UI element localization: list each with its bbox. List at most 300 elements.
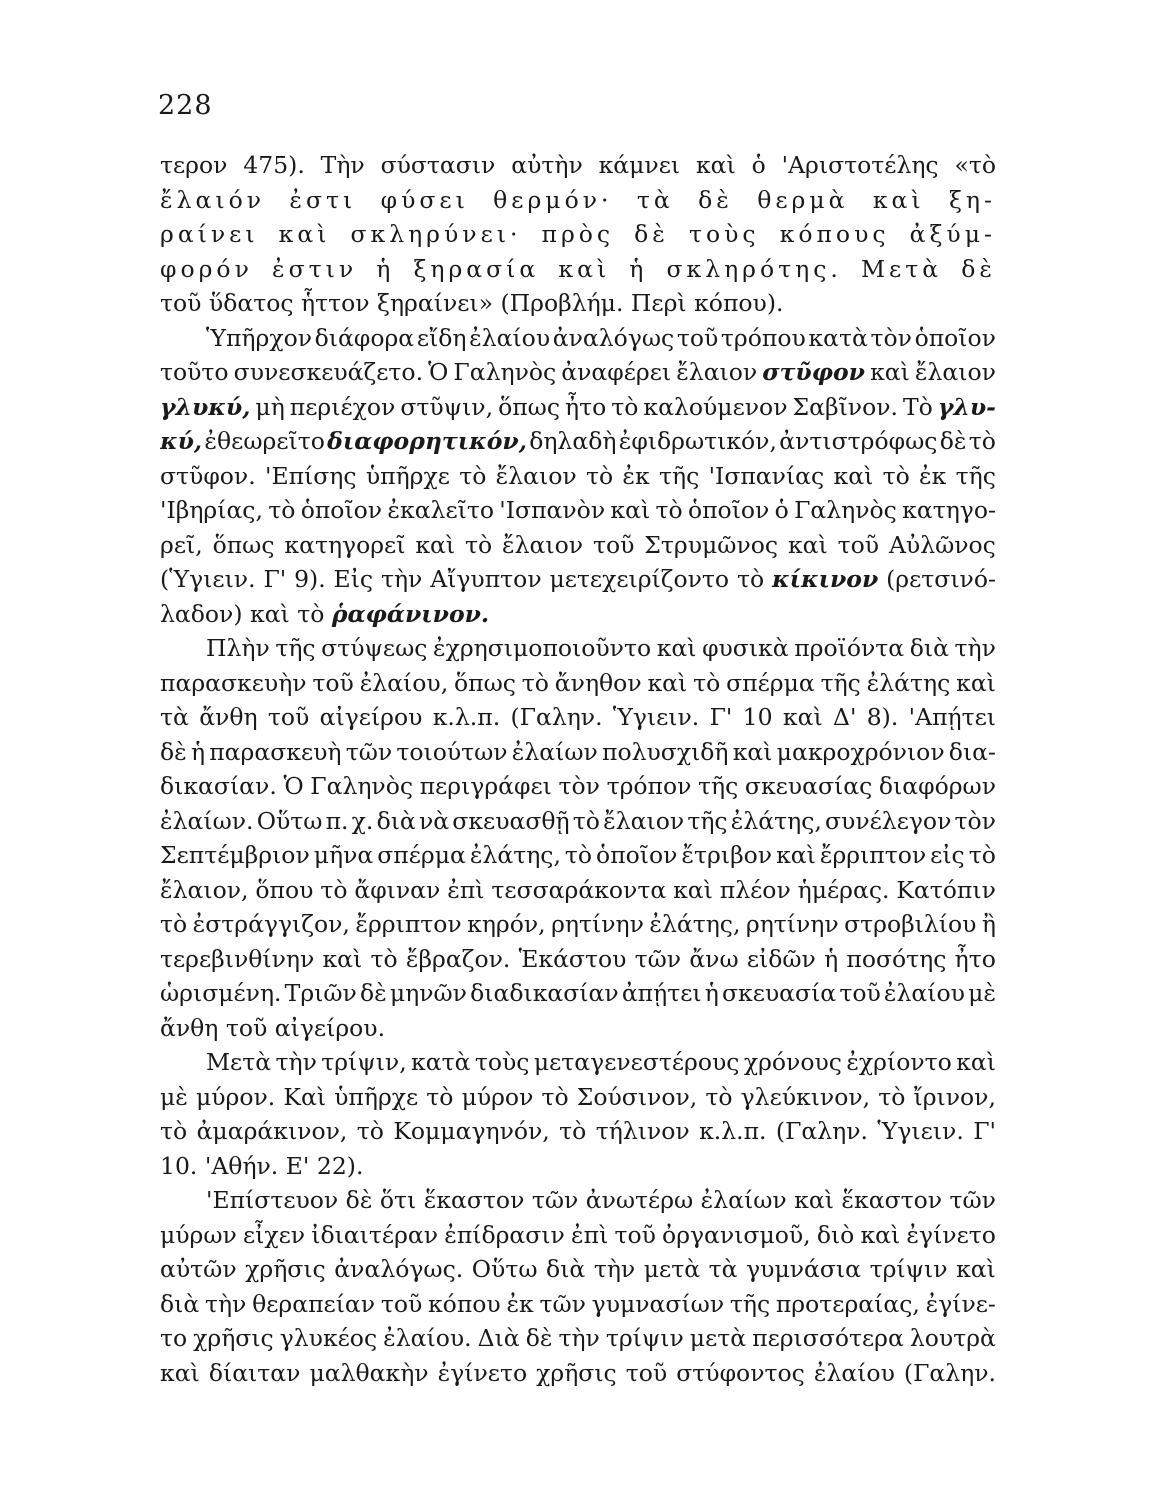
word: γυμνασίων xyxy=(591,1289,725,1318)
word: 8). xyxy=(866,703,899,731)
word: ὁποῖον xyxy=(300,496,383,524)
text-line xyxy=(160,390,996,425)
text-line xyxy=(160,528,996,563)
word: τοῦ xyxy=(592,530,635,559)
word: πλέον xyxy=(719,875,791,904)
word: ἡμέρας. xyxy=(797,875,890,904)
word: τὴν xyxy=(558,1324,600,1352)
word: διὸ xyxy=(816,1220,855,1249)
word: τὸ xyxy=(320,875,348,904)
word: αἰγείρου xyxy=(319,703,423,731)
word: δικασίαν. xyxy=(160,772,277,800)
text-line xyxy=(160,1252,996,1287)
word: καὶ xyxy=(610,496,651,524)
word: Ὑγιειν. xyxy=(877,1117,964,1145)
page-number: 228 xyxy=(158,90,213,121)
word: καὶ xyxy=(872,185,925,214)
word: τῶν xyxy=(345,737,393,766)
word: αὐτὴν xyxy=(511,151,583,179)
word: κατὰ xyxy=(411,1048,471,1076)
text-line xyxy=(160,1114,996,1149)
word: τὸ xyxy=(426,1082,454,1111)
text-line xyxy=(160,562,996,597)
word: Γ' xyxy=(973,1117,996,1145)
word: καὶ xyxy=(782,703,823,731)
word: διαφόρων xyxy=(878,772,996,800)
emphasized-term: γλυ- xyxy=(937,392,996,421)
word: ἄνω xyxy=(689,944,739,973)
word: τὸ xyxy=(465,530,493,559)
word: χρῆσις xyxy=(536,1358,617,1387)
word: τερεβινθίνην xyxy=(160,944,315,973)
text-line xyxy=(160,838,996,873)
emphasized-term: γλυκύ, xyxy=(160,392,251,421)
word: μὴ xyxy=(255,392,285,421)
word: τὰ xyxy=(636,185,674,214)
word: ὅπου xyxy=(255,875,314,904)
word: Γαληνὸς xyxy=(453,358,557,386)
word: ποσότης xyxy=(846,944,947,973)
word: ὁ xyxy=(751,151,766,179)
word: τὸ xyxy=(736,565,765,593)
word: ὕδατος xyxy=(208,289,294,317)
word: 475). xyxy=(243,151,305,179)
word: Πλὴν xyxy=(206,634,270,662)
text-line xyxy=(160,942,996,977)
word: Περὶ xyxy=(630,289,687,317)
word: μὲ xyxy=(968,979,996,1007)
word: ἐλάτης, xyxy=(469,841,561,869)
word: ὑπῆρχε xyxy=(365,461,450,490)
text-line xyxy=(160,1080,996,1115)
word: Μετὰ xyxy=(206,1048,272,1076)
text-line xyxy=(160,321,996,356)
word: ἀντιστρόφως xyxy=(779,427,938,455)
text-line xyxy=(160,907,996,942)
word: δὲ xyxy=(939,427,967,455)
word: κατηγορεῖ xyxy=(284,530,406,559)
word: Στρυμῶνος xyxy=(644,530,779,559)
word: καὶ xyxy=(673,875,713,904)
word: στῦφον. xyxy=(160,461,256,490)
word: ἔρριπτον xyxy=(355,910,462,938)
word: στύφοντος xyxy=(676,1358,805,1387)
word: ἧττον xyxy=(301,289,370,317)
word: ἐλαίου, xyxy=(359,668,449,697)
word: γυμνάσια xyxy=(746,1255,861,1283)
word: καὶ xyxy=(278,220,331,248)
word: 'Αριστοτέλης xyxy=(781,151,939,179)
word: συνέλεγον xyxy=(825,806,952,835)
word: ἰδιαιτέραν xyxy=(311,1220,439,1249)
word: κόπους xyxy=(779,220,890,248)
word: ὑπῆρχε xyxy=(334,1082,419,1111)
word: σκληρότης. xyxy=(666,254,842,283)
word: χ. xyxy=(351,806,374,835)
word: ἦτο xyxy=(565,392,607,421)
word: τὸ xyxy=(559,1117,587,1145)
word: σκληρύνει· xyxy=(350,220,522,248)
word: προτεραίας, xyxy=(775,1289,920,1318)
word: ὡρισμένη. xyxy=(160,979,282,1007)
word: χρόνους xyxy=(743,1048,842,1076)
word: τοῦ xyxy=(625,1358,668,1387)
word: καὶ xyxy=(794,1186,834,1214)
word: Ε' xyxy=(285,1151,310,1180)
word: τὸ xyxy=(370,944,398,973)
word: τοῦτο xyxy=(160,358,229,386)
word: ἡ xyxy=(376,254,395,283)
word: καὶ xyxy=(833,461,874,490)
word: καὶ xyxy=(860,1220,901,1249)
text-line xyxy=(160,597,996,632)
word: μαλθακὴν xyxy=(309,1358,429,1387)
word: τὴν xyxy=(954,634,996,662)
word: συνεσκευάζετο. xyxy=(233,358,424,386)
text-line xyxy=(160,976,996,1011)
word: φύσει xyxy=(380,185,469,214)
word: ὅπως xyxy=(498,392,560,421)
word: ἔλαιον xyxy=(676,358,758,386)
word: τῆς xyxy=(729,1289,771,1318)
word: ξηρασία xyxy=(413,254,540,283)
word: Τὸ xyxy=(903,392,933,421)
word: καὶ xyxy=(160,1358,200,1387)
word: τὴν xyxy=(593,1255,636,1283)
word: καὶ xyxy=(732,737,773,766)
word: ἔλαιον xyxy=(502,530,584,559)
word: Αἴγυπτον xyxy=(430,565,542,593)
word: τῶν xyxy=(539,1289,586,1318)
word: (Ὑγιειν. xyxy=(160,565,256,593)
word: τερον xyxy=(160,151,228,179)
word: μετὰ xyxy=(689,1324,747,1352)
word: ἐστράγγιζον, xyxy=(192,910,350,938)
word: ἐθεωρεῖτο xyxy=(204,427,325,455)
text-line xyxy=(160,769,996,804)
text-line xyxy=(160,804,996,839)
word: ἐκ xyxy=(622,461,650,490)
word: χρῆσις xyxy=(245,1255,326,1283)
word: ἐλαίου. xyxy=(383,1324,472,1352)
word: δὲ xyxy=(525,1324,553,1352)
word: μετεχειρίζοντο xyxy=(549,565,730,593)
word: ἐκ xyxy=(506,1289,534,1318)
word: Διὰ xyxy=(477,1324,520,1352)
word: ἢ xyxy=(981,910,996,938)
word: ἀνωτέρω xyxy=(585,1186,694,1214)
word: τὸ xyxy=(297,599,325,628)
word: ἡ xyxy=(190,737,206,766)
text-line xyxy=(160,459,996,494)
word: τὸν xyxy=(954,806,996,835)
word: ἐπὶ xyxy=(447,875,485,904)
word: τὰ xyxy=(160,703,189,731)
word: (Γαλην. xyxy=(775,1117,868,1145)
word: κ.λ.π. xyxy=(432,703,501,731)
text-line xyxy=(160,1321,996,1356)
word: θερμόν· xyxy=(493,185,613,214)
word: Γ' xyxy=(263,565,287,593)
word: ἐπὶ xyxy=(571,1220,609,1249)
word: δὲ xyxy=(359,979,387,1007)
word: Ὑγιειν. xyxy=(612,703,700,731)
text-line xyxy=(160,1011,996,1046)
word: 9). xyxy=(294,565,326,593)
text-line xyxy=(160,700,996,735)
text-line xyxy=(160,1218,996,1253)
word: 'Επίστευον xyxy=(206,1186,339,1214)
text-line xyxy=(160,1045,996,1080)
word: τὴν xyxy=(380,565,423,593)
word: καὶ xyxy=(695,151,736,179)
word: ξηραίνει» xyxy=(377,289,494,317)
body-text xyxy=(160,148,996,1390)
word: τῆς xyxy=(659,461,700,490)
word: τρίψιν, xyxy=(321,1048,407,1076)
word: τὸ xyxy=(882,461,910,490)
word: 'Επίσης xyxy=(264,461,357,490)
word: ὁ xyxy=(774,496,789,524)
word: τὸ xyxy=(878,1082,906,1111)
word: πρὸς xyxy=(541,220,615,248)
word: τοῦ xyxy=(267,703,310,731)
word: τοιούτων xyxy=(396,737,508,766)
word: τεσσαράκοντα xyxy=(491,875,667,904)
word: ὁποῖον xyxy=(914,323,996,352)
word: τοῦ xyxy=(312,668,354,697)
text-line xyxy=(160,666,996,701)
text-line xyxy=(160,148,996,183)
text-line xyxy=(160,355,996,390)
text-line xyxy=(160,1287,996,1322)
word: καὶ xyxy=(250,599,290,628)
word: ἔλαιον xyxy=(914,358,996,386)
word: τὸ xyxy=(521,668,549,697)
word: τὸ xyxy=(968,427,996,455)
word: ἦτο xyxy=(954,944,996,973)
word: τῶν xyxy=(531,1186,579,1214)
word: τὰ xyxy=(708,1255,738,1283)
emphasized-term: κίκινον xyxy=(772,565,879,593)
word: Σούσινον, xyxy=(576,1082,698,1111)
word: καὶ xyxy=(647,668,688,697)
word: ἐστιν xyxy=(271,254,358,283)
text-line xyxy=(160,183,996,218)
word: (ρετσινό- xyxy=(886,565,996,593)
word: ἐλάτης xyxy=(866,668,951,697)
word: ἡ xyxy=(629,254,648,283)
word: τῆς xyxy=(820,668,861,697)
word: περιγράφει xyxy=(419,772,552,800)
word: τῆς xyxy=(687,806,728,835)
word: ἐφιδρωτικόν, xyxy=(618,427,777,455)
word: δίαιταν xyxy=(208,1358,301,1387)
word: τρίψιν xyxy=(605,1324,684,1352)
text-line xyxy=(160,493,996,528)
word: ἀναφέρει xyxy=(561,358,672,386)
word: μακροχρόνιον xyxy=(776,737,945,766)
word: τοὺς xyxy=(474,1048,530,1076)
word: δηλαδὴ xyxy=(529,427,617,455)
word: φορόν xyxy=(160,254,253,283)
text-line xyxy=(160,873,996,908)
word: τὸ xyxy=(268,496,296,524)
word: εἰς xyxy=(930,841,965,869)
word: ἔλαιόν xyxy=(160,185,266,214)
word: κάμνει xyxy=(598,151,681,179)
word: Ὁ xyxy=(283,772,304,800)
word: μύρων xyxy=(160,1220,237,1249)
word: διάφορα xyxy=(314,323,415,352)
word: τῆς xyxy=(955,461,996,490)
word: ἐχρησιμοποιοῦντο xyxy=(433,634,652,662)
word: τρόπου xyxy=(720,323,806,352)
word: τοῦ xyxy=(839,979,881,1007)
word: κ.λ.π. xyxy=(699,1117,767,1145)
word: ρεῖ, xyxy=(160,530,203,559)
word: τῶν xyxy=(634,944,682,973)
word: καὶ xyxy=(415,530,456,559)
word: τὸ xyxy=(585,461,614,490)
word: μεταγενεστέρους xyxy=(533,1048,740,1076)
word: Κομμαγηνόν, xyxy=(393,1117,550,1145)
word: Ἑκάστου xyxy=(518,944,627,973)
word: τῆς xyxy=(698,772,739,800)
word: 'Απῄτει xyxy=(908,703,996,731)
word: εἴδη xyxy=(416,323,467,352)
word: τὸν xyxy=(870,323,912,352)
word: καὶ xyxy=(956,1255,996,1283)
word: τὸ xyxy=(356,1117,384,1145)
word: ἔλαιον, xyxy=(160,875,249,904)
word: δὲ xyxy=(634,220,669,248)
word: τὸ xyxy=(160,1117,188,1145)
word: το xyxy=(160,1324,188,1352)
word: 10. xyxy=(160,1151,198,1180)
word: ἐπίδρασιν xyxy=(444,1220,565,1249)
word: ἄνθη xyxy=(160,1013,219,1042)
word: τὸν xyxy=(558,772,600,800)
word: παρασκευὴ xyxy=(209,737,342,766)
word: τὸ xyxy=(655,496,683,524)
emphasized-term: κύ, xyxy=(160,427,203,455)
emphasized-term: στῦφον xyxy=(762,358,865,386)
word: διὰ xyxy=(546,1255,586,1283)
word: 'Αθήν. xyxy=(204,1151,279,1180)
word: λουτρὰ xyxy=(909,1324,996,1352)
word: στύψεως xyxy=(321,634,428,662)
word: Κατόπιν xyxy=(896,875,996,904)
word: σπέρμα xyxy=(377,841,466,869)
word: τρόπον xyxy=(606,772,692,800)
word: ἔβραζον. xyxy=(405,944,511,973)
word: ἐλαίων. xyxy=(160,806,254,835)
word: Γαληνὸς xyxy=(794,496,897,524)
word: σκευασία xyxy=(721,979,837,1007)
word: παρασκευὴν xyxy=(160,668,307,697)
word: καὶ xyxy=(956,1048,996,1076)
word: ἐλαίων xyxy=(511,737,598,766)
word: δια- xyxy=(948,737,996,766)
word: μῆνα xyxy=(313,841,374,869)
word: τὸ xyxy=(705,1082,733,1111)
word: ὅτι xyxy=(379,1186,417,1214)
word: Γαληνὸς xyxy=(310,772,414,800)
word: περιέχον xyxy=(289,392,396,421)
text-line xyxy=(160,1183,996,1218)
word: κόπου). xyxy=(694,289,784,317)
word: τὸ xyxy=(968,841,996,869)
word: τῶν xyxy=(949,1186,996,1214)
word: ἔρριπτον xyxy=(819,841,927,869)
word: λαδον) xyxy=(160,599,243,628)
word: ἡ xyxy=(704,979,719,1007)
word: στῦψιν, xyxy=(400,392,494,421)
word: Εἰς xyxy=(333,565,374,593)
word: ἀξύμ- xyxy=(909,220,996,248)
word: ἀπῄτει xyxy=(621,979,702,1007)
word: Ὁ xyxy=(428,358,449,386)
word: ἀμαράκινον, xyxy=(196,1117,348,1145)
word: ρητίνην xyxy=(551,910,644,938)
word: τοὺς xyxy=(688,220,760,248)
word: ἄνθη xyxy=(199,703,258,731)
word: ὅπως xyxy=(454,668,516,697)
word: ἐγίνε- xyxy=(925,1289,996,1318)
word: ὁποῖον xyxy=(687,496,770,524)
text-line xyxy=(160,252,996,287)
word: κατηγο- xyxy=(902,496,996,524)
word: μετὰ xyxy=(643,1255,701,1283)
word: ἐχρίοντο xyxy=(846,1048,952,1076)
word: μύρον. xyxy=(196,1082,276,1111)
word: ρητίνην xyxy=(745,910,839,938)
word: τοῦ xyxy=(676,323,719,352)
word: Οὕτω xyxy=(256,806,323,835)
text-line xyxy=(160,1149,996,1184)
word: ἀναλόγως xyxy=(552,323,675,352)
word: φυσικὰ xyxy=(702,634,789,662)
word: τὸ xyxy=(541,1082,569,1111)
word: τὸ xyxy=(572,806,600,835)
word: τῆς xyxy=(275,634,316,662)
word: ἐγίνετο xyxy=(906,1220,996,1249)
word: ἔλαιον xyxy=(495,461,577,490)
word: (Γαλην. xyxy=(903,1358,996,1387)
word: ραίνει xyxy=(160,220,259,248)
word: σκευασίας xyxy=(744,772,873,800)
word: 10 xyxy=(742,703,773,731)
word: Οὕτω xyxy=(471,1255,538,1283)
word: θεραπείαν xyxy=(252,1289,376,1318)
word: δὲ xyxy=(698,185,733,214)
word: γλυκέος xyxy=(279,1324,378,1352)
word: Μετὰ xyxy=(860,254,943,283)
word: 'Ισπανίας xyxy=(708,461,825,490)
word: ὀργανισμοῦ, xyxy=(662,1220,811,1249)
word: μηνῶν xyxy=(389,979,467,1007)
word: καὶ xyxy=(558,254,611,283)
word: θερμὰ xyxy=(757,185,849,214)
word: ἐγίνετο xyxy=(437,1358,528,1387)
word: Σεπτέμβριον xyxy=(160,841,310,869)
word: ἡ xyxy=(824,944,839,973)
word: διὰ xyxy=(160,1289,200,1318)
word: κηρόν, xyxy=(467,910,546,938)
word: Δ' xyxy=(832,703,857,731)
word: 'Ισπανὸν xyxy=(499,496,606,524)
